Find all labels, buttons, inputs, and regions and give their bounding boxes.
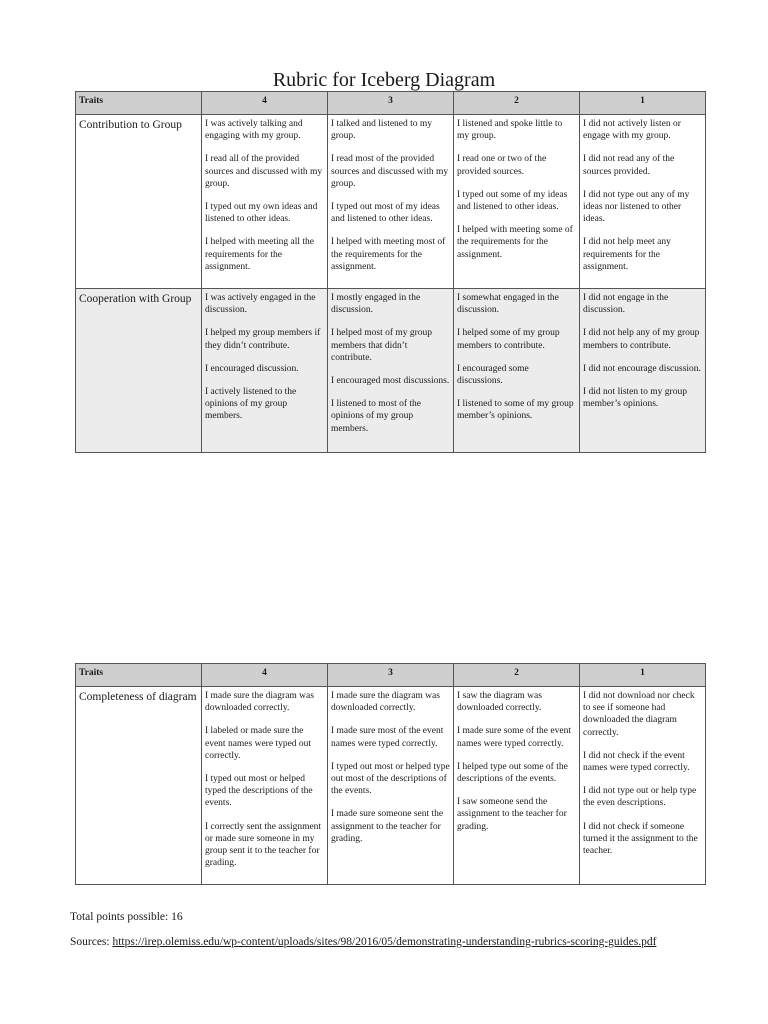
descriptor-text: I saw the diagram was downloaded correctly. <box>457 691 542 714</box>
descriptor-text: I did not type out or help type the even descriptions. <box>583 786 697 809</box>
header-traits: Traits <box>76 664 202 687</box>
descriptor-text: I typed out my own ideas and listened to other ideas. <box>205 202 318 225</box>
descriptor-text: I typed out most or helped typed the descriptions of the events. <box>205 774 313 809</box>
table-header-row <box>76 92 706 115</box>
descriptor-text: I somewhat engaged in the discussion. <box>457 293 559 316</box>
descriptor-cell <box>454 687 580 885</box>
descriptor-text: I helped with meeting most of the requirements for the assignment. <box>331 237 446 272</box>
descriptor-text: I helped with meeting some of the requirements for the assignment. <box>457 225 573 260</box>
descriptor-text: I encouraged some discussions. <box>457 363 529 387</box>
table-row-cooperation <box>76 289 706 453</box>
header-score-4: 4 <box>202 92 328 115</box>
descriptor-text: I did not type out any of my ideas nor listened to other ideas. <box>583 189 690 225</box>
descriptor-text: I made sure most of the event names were typed correctly. <box>331 726 444 749</box>
descriptor-text: I correctly sent the assignment or made sure someone in my group sent it to the teacher for grading. <box>205 821 322 869</box>
sources-label: Sources: <box>70 936 113 948</box>
descriptor-text: I did not engage in the discussion. <box>583 293 669 316</box>
descriptor-text: I read most of the provided sources and discussed with my group. <box>331 154 449 189</box>
descriptor-text: I mostly engaged in the discussion. <box>331 293 421 316</box>
trait-label: Completeness of diagram <box>76 687 202 885</box>
rubric-table-2 <box>75 663 706 885</box>
descriptor-cell <box>202 289 328 453</box>
descriptor-text: I listened and spoke little to my group. <box>457 119 563 142</box>
total-points: Total points possible: 16 <box>70 911 183 923</box>
descriptor-cell <box>328 115 454 289</box>
descriptor-text: I did not listen to my group member’s opinions. <box>583 387 687 410</box>
header-score-3: 3 <box>328 664 454 687</box>
descriptor-text: I encouraged discussion. <box>205 363 299 374</box>
descriptor-text: I made sure someone sent the assignment to the teacher for grading. <box>331 809 444 844</box>
descriptor-text: I encouraged most discussions. <box>331 376 450 387</box>
header-traits: Traits <box>76 92 202 115</box>
descriptor-cell <box>580 687 706 885</box>
descriptor-text: I did not check if someone turned it the assignment to the teacher. <box>583 821 698 857</box>
descriptor-text: I saw someone send the assignment to the teacher for grading. <box>457 797 567 832</box>
descriptor-text: I listened to some of my group member’s opinions. <box>457 399 574 422</box>
descriptor-text: I listened to most of the opinions of my group members. <box>331 399 421 434</box>
descriptor-text: I read one or two of the provided sources. <box>457 154 547 177</box>
descriptor-cell <box>202 115 328 289</box>
rubric-table-1 <box>75 91 706 453</box>
header-score-3: 3 <box>328 92 454 115</box>
descriptor-cell <box>580 115 706 289</box>
descriptor-cell <box>202 687 328 885</box>
descriptor-text: I did not download nor check to see if someone had downloaded the diagram correctly. <box>583 691 695 738</box>
descriptor-text: I helped some of my group members to contribute. <box>457 328 560 351</box>
descriptor-text: I did not help meet any requirements for the assignment. <box>583 237 671 272</box>
descriptor-text: I helped with meeting all the requirements for the assignment. <box>205 237 314 272</box>
descriptor-text: I helped most of my group members that didn’t contribute. <box>331 328 433 363</box>
descriptor-text: I helped type out some of the descriptions of the events. <box>457 761 568 785</box>
descriptor-text: I was actively talking and engaging with my group. <box>205 119 303 142</box>
descriptor-cell <box>580 289 706 453</box>
descriptor-text: I made sure some of the event names were typed correctly. <box>457 726 571 749</box>
descriptor-cell <box>454 115 580 289</box>
descriptor-text: I was actively engaged in the discussion. <box>205 293 316 316</box>
table-row-completeness <box>76 687 706 885</box>
descriptor-text: I read all of the provided sources and discussed with my group. <box>205 154 323 189</box>
sources-link[interactable]: https://irep.olemiss.edu/wp-content/uploads/sites/98/2016/05/demonstrating-understanding-rubrics-scoring-guides.pdf <box>112 936 657 948</box>
descriptor-text: I did not actively listen or engage with my group. <box>583 119 681 142</box>
header-score-1: 1 <box>580 664 706 687</box>
header-score-2: 2 <box>454 664 580 687</box>
table-row-contribution <box>76 115 706 289</box>
descriptor-text: I talked and listened to my group. <box>331 119 433 142</box>
trait-label: Cooperation with Group <box>76 289 202 453</box>
descriptor-text: I helped my group members if they didn’t contribute. <box>205 328 321 351</box>
descriptor-text: I made sure the diagram was downloaded correctly. <box>205 691 314 714</box>
descriptor-text: I did not encourage discussion. <box>583 363 701 374</box>
table-header-row <box>76 664 706 687</box>
descriptor-text: I typed out most of my ideas and listened to other ideas. <box>331 202 440 225</box>
header-score-4: 4 <box>202 664 328 687</box>
descriptor-text: I typed out some of my ideas and listened to other ideas. <box>457 189 568 213</box>
trait-label: Contribution to Group <box>76 115 202 289</box>
descriptor-cell <box>328 687 454 885</box>
descriptor-text: I did not read any of the sources provided. <box>583 154 675 177</box>
header-score-2: 2 <box>454 92 580 115</box>
descriptor-text: I typed out most or helped type out most of the descriptions of the events. <box>331 761 450 797</box>
descriptor-text: I made sure the diagram was downloaded correctly. <box>331 691 440 714</box>
descriptor-text: I actively listened to the opinions of my group members. <box>205 387 297 422</box>
document-title: Rubric for Iceberg Diagram <box>272 69 496 91</box>
descriptor-cell <box>454 289 580 453</box>
descriptor-text: I did not help any of my group members to contribute. <box>583 328 700 351</box>
descriptor-text: I labeled or made sure the event names were typed out correctly. <box>205 726 312 761</box>
header-score-1: 1 <box>580 92 706 115</box>
descriptor-cell <box>328 289 454 453</box>
sources-line <box>70 936 656 948</box>
descriptor-text: I did not check if the event names were typed correctly. <box>583 750 690 774</box>
